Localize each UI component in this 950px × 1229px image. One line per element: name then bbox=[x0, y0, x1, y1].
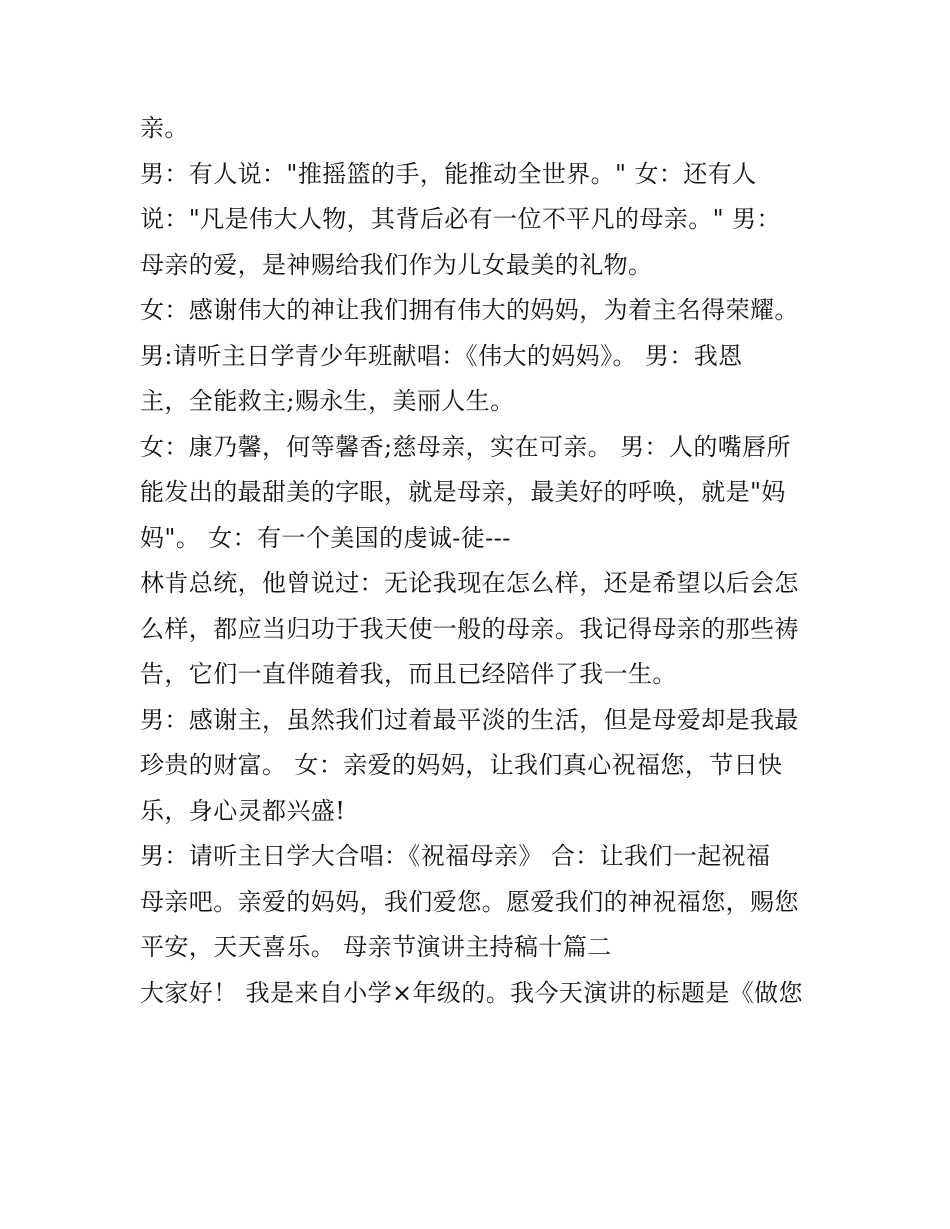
text-line: 男：有人说："推摇篮的手，能推动全世界。" 女：还有人 bbox=[140, 159, 757, 188]
body-text bbox=[140, 106, 820, 1016]
text-line: 乐，身心灵都兴盛! bbox=[140, 796, 346, 825]
text-line: 说："凡是伟大人物，其背后必有一位不平凡的母亲。" 男： bbox=[140, 205, 781, 233]
text-line: 亲。 bbox=[140, 114, 189, 142]
text-line: 告，它们一直伴随着我，而且已经陪伴了我一生。 bbox=[140, 660, 677, 688]
text-line: 珍贵的财富。 女：亲爱的妈妈，让我们真心祝福您，节日快 bbox=[140, 751, 783, 779]
text-line: 林肯总统，他曾说过：无论我现在怎么样，还是希望以后会怎 bbox=[140, 569, 799, 597]
text-line: 母亲的爱，是神赐给我们作为儿女最美的礼物。 bbox=[140, 250, 653, 279]
text-line: 男：请听主日学大合唱：《祝福母亲》 合：让我们一起祝福 bbox=[140, 842, 771, 870]
text-line: 男:请听主日学青少年班献唱：《伟大的妈妈》。 男：我恩 bbox=[140, 341, 743, 370]
text-line: 平安，天天喜乐。 母亲节演讲主持稿十篇二 bbox=[140, 933, 612, 961]
text-line: 能发出的最甜美的字眼，就是母亲，最美好的呼唤，就是"妈 bbox=[140, 478, 786, 506]
text-line: 女：康乃馨，何等馨香;慈母亲，实在可亲。 男：人的嘴唇所 bbox=[140, 432, 791, 461]
text-line: 大家好！ 我是来自小学×年级的。我今天演讲的标题是《做您 bbox=[140, 978, 803, 1007]
text-line: 女：感谢伟大的神让我们拥有伟大的妈妈，为着主名得荣耀。 bbox=[140, 296, 799, 324]
text-line: 母亲吧。亲爱的妈妈，我们爱您。愿爱我们的神祝福您，赐您 bbox=[140, 887, 799, 916]
text-line: 妈"。 女：有一个美国的虔诚-徒--- bbox=[140, 523, 511, 552]
text-line: 主，全能救主;赐永生，美丽人生。 bbox=[140, 387, 515, 415]
text-line: 么样，都应当归功于我天使一般的母亲。我记得母亲的那些祷 bbox=[140, 614, 799, 643]
text-line: 男：感谢主，虽然我们过着最平淡的生活，但是母爱却是我最 bbox=[140, 705, 799, 734]
